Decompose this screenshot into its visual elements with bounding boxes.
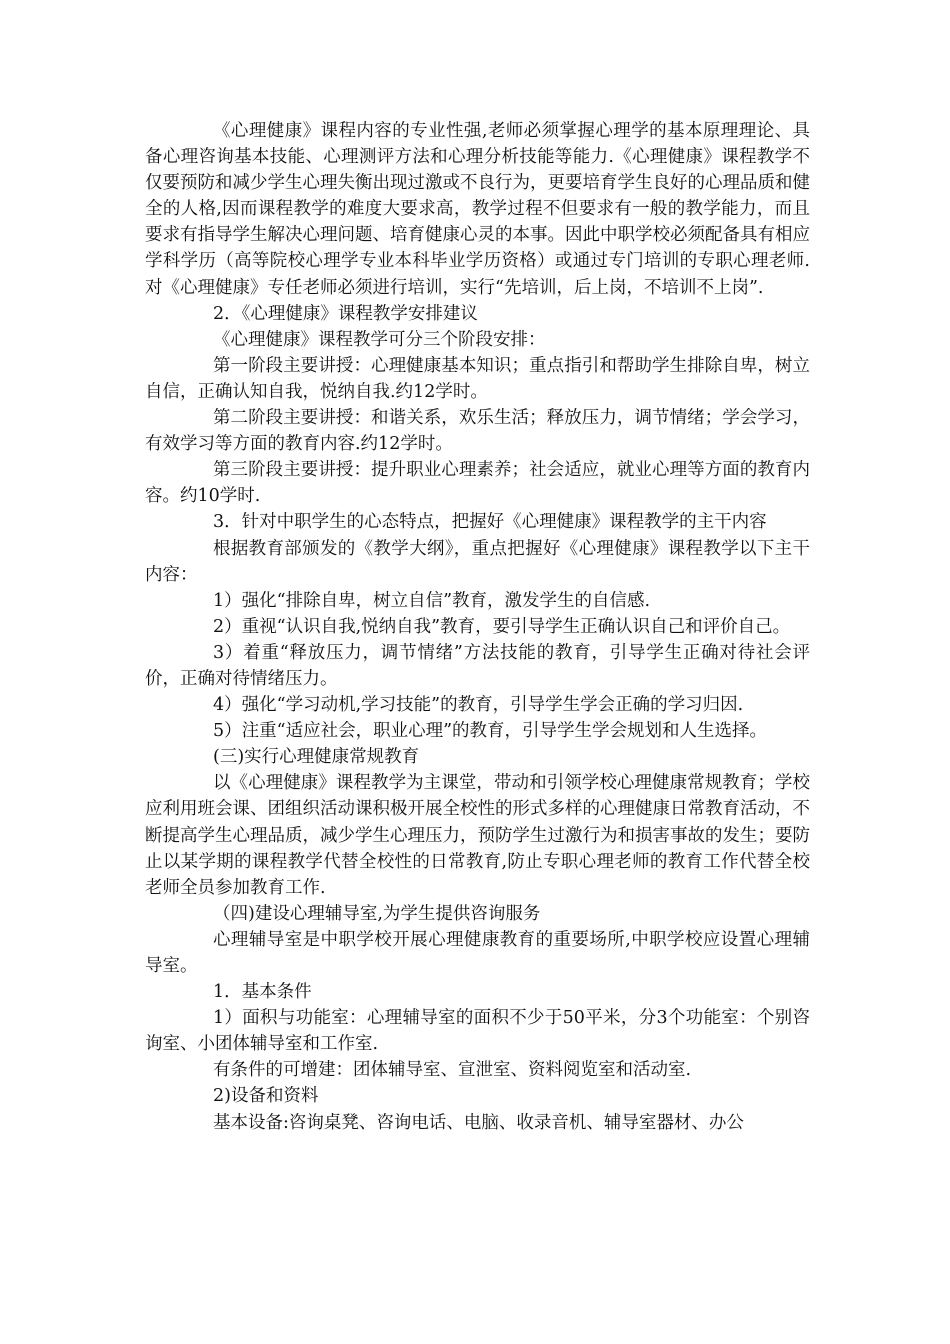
paragraph-stage-two: 第二阶段主要讲授：和谐关系，欢乐生活；释放压力，调节情绪；学会学习，有效学习等方面的教育内容.约12学时。 [145,408,810,455]
paragraph-teacher-requirements: 《心理健康》课程内容的专业性强,老师必须掌握心理学的基本原理理论、具备心理咨询基本技能、心理测评方法和心理分析技能等能力.《心理健康》课程教学不仅要预防和减少学生心理失衡出现过激或不良行为，更要培育学生良好的心理品质和健全的人格,因而课程教学的难度大要求高，教学过程不但要求有一般的教学能力，而且要求有指导学生解决心理问题、培育健康心灵的本事。因此中职学校必须配备具有相应学科学历（高等院校心理学专业本科毕业学历资格）或通过专门培训的专职心理老师.对《心理健康》专任老师必须进行培训，实行“先培训，后上岗，不培训不上岗”. [145,121,810,298]
list-item-1: 1）强化“排除自卑，树立自信”教育，激发学生的自信感. [213,590,651,611]
list-item-5: 5）注重“适应社会，职业心理”的教育，引导学生学会规划和人生选择。 [213,721,768,742]
paragraph-routine-education: 以《心理健康》课程教学为主课堂，带动和引领学校心理健康常规教育；学校应利用班会课、团组织活动课积极开展全校性的形式多样的心理健康日常教育活动，不断提高学生心理品质，减少学生心理压力，预防学生过激行为和损害事故的发生；要防止以某学期的课程教学代替全校性的日常教育,防止专职心理老师的教育工作代替全校老师全员参加教育工作. [145,773,810,898]
heading-main-content: 3．针对中职学生的心态特点，把握好《心理健康》课程教学的主干内容 [213,512,767,533]
list-item-3: 3）着重“释放压力，调节情绪”方法技能的教育，引导学生正确对待社会评价，正确对待情绪压力。 [145,642,810,689]
paragraph-counseling-room: 心理辅导室是中职学校开展心理健康教育的重要场所,中职学校应设置心理辅导室。 [145,929,810,976]
paragraph-three-stages: 《心理健康》课程教学可分三个阶段安排： [213,329,546,350]
list-item-4: 4）强化“学习动机,学习技能”的教育，引导学生学会正确的学习归因. [213,695,744,716]
heading-routine-education: (三)实行心理健康常规教育 [213,747,420,768]
paragraph-syllabus: 根据教育部颁发的《教学大纲》，重点把握好《心理健康》课程教学以下主干内容： [145,538,810,585]
paragraph-basic-equipment: 基本设备:咨询桌凳、咨询电话、电脑、收录音机、辅导室器材、办公 [213,1112,744,1133]
heading-counseling-room: （四)建设心理辅导室,为学生提供咨询服务 [213,903,541,924]
paragraph-optional-rooms: 有条件的可增建：团体辅导室、宣泄室、资料阅览室和活动室. [213,1060,692,1081]
list-item-2: 2）重视“认识自我,悦纳自我”教育，要引导学生正确认识自己和评价自己。 [213,616,791,637]
paragraph-stage-three: 第三阶段主要讲授：提升职业心理素养；社会适应，就业心理等方面的教育内容。约10学时. [145,460,810,507]
heading-course-arrangement: 2．《心理健康》课程教学安排建议 [213,303,478,324]
paragraph-stage-one: 第一阶段主要讲授：心理健康基本知识；重点指引和帮助学生排除自卑，树立自信，正确认知自我，悦纳自我.约12学时。 [145,355,810,402]
paragraph-area-rooms: 1）面积与功能室：心理辅导室的面积不少于50平米，分3个功能室：个别咨询室、小团体辅导室和工作室. [145,1008,810,1055]
heading-equipment: 2)设备和资料 [213,1086,319,1107]
heading-basic-conditions: 1．基本条件 [213,982,312,1003]
document-page [145,118,810,1136]
